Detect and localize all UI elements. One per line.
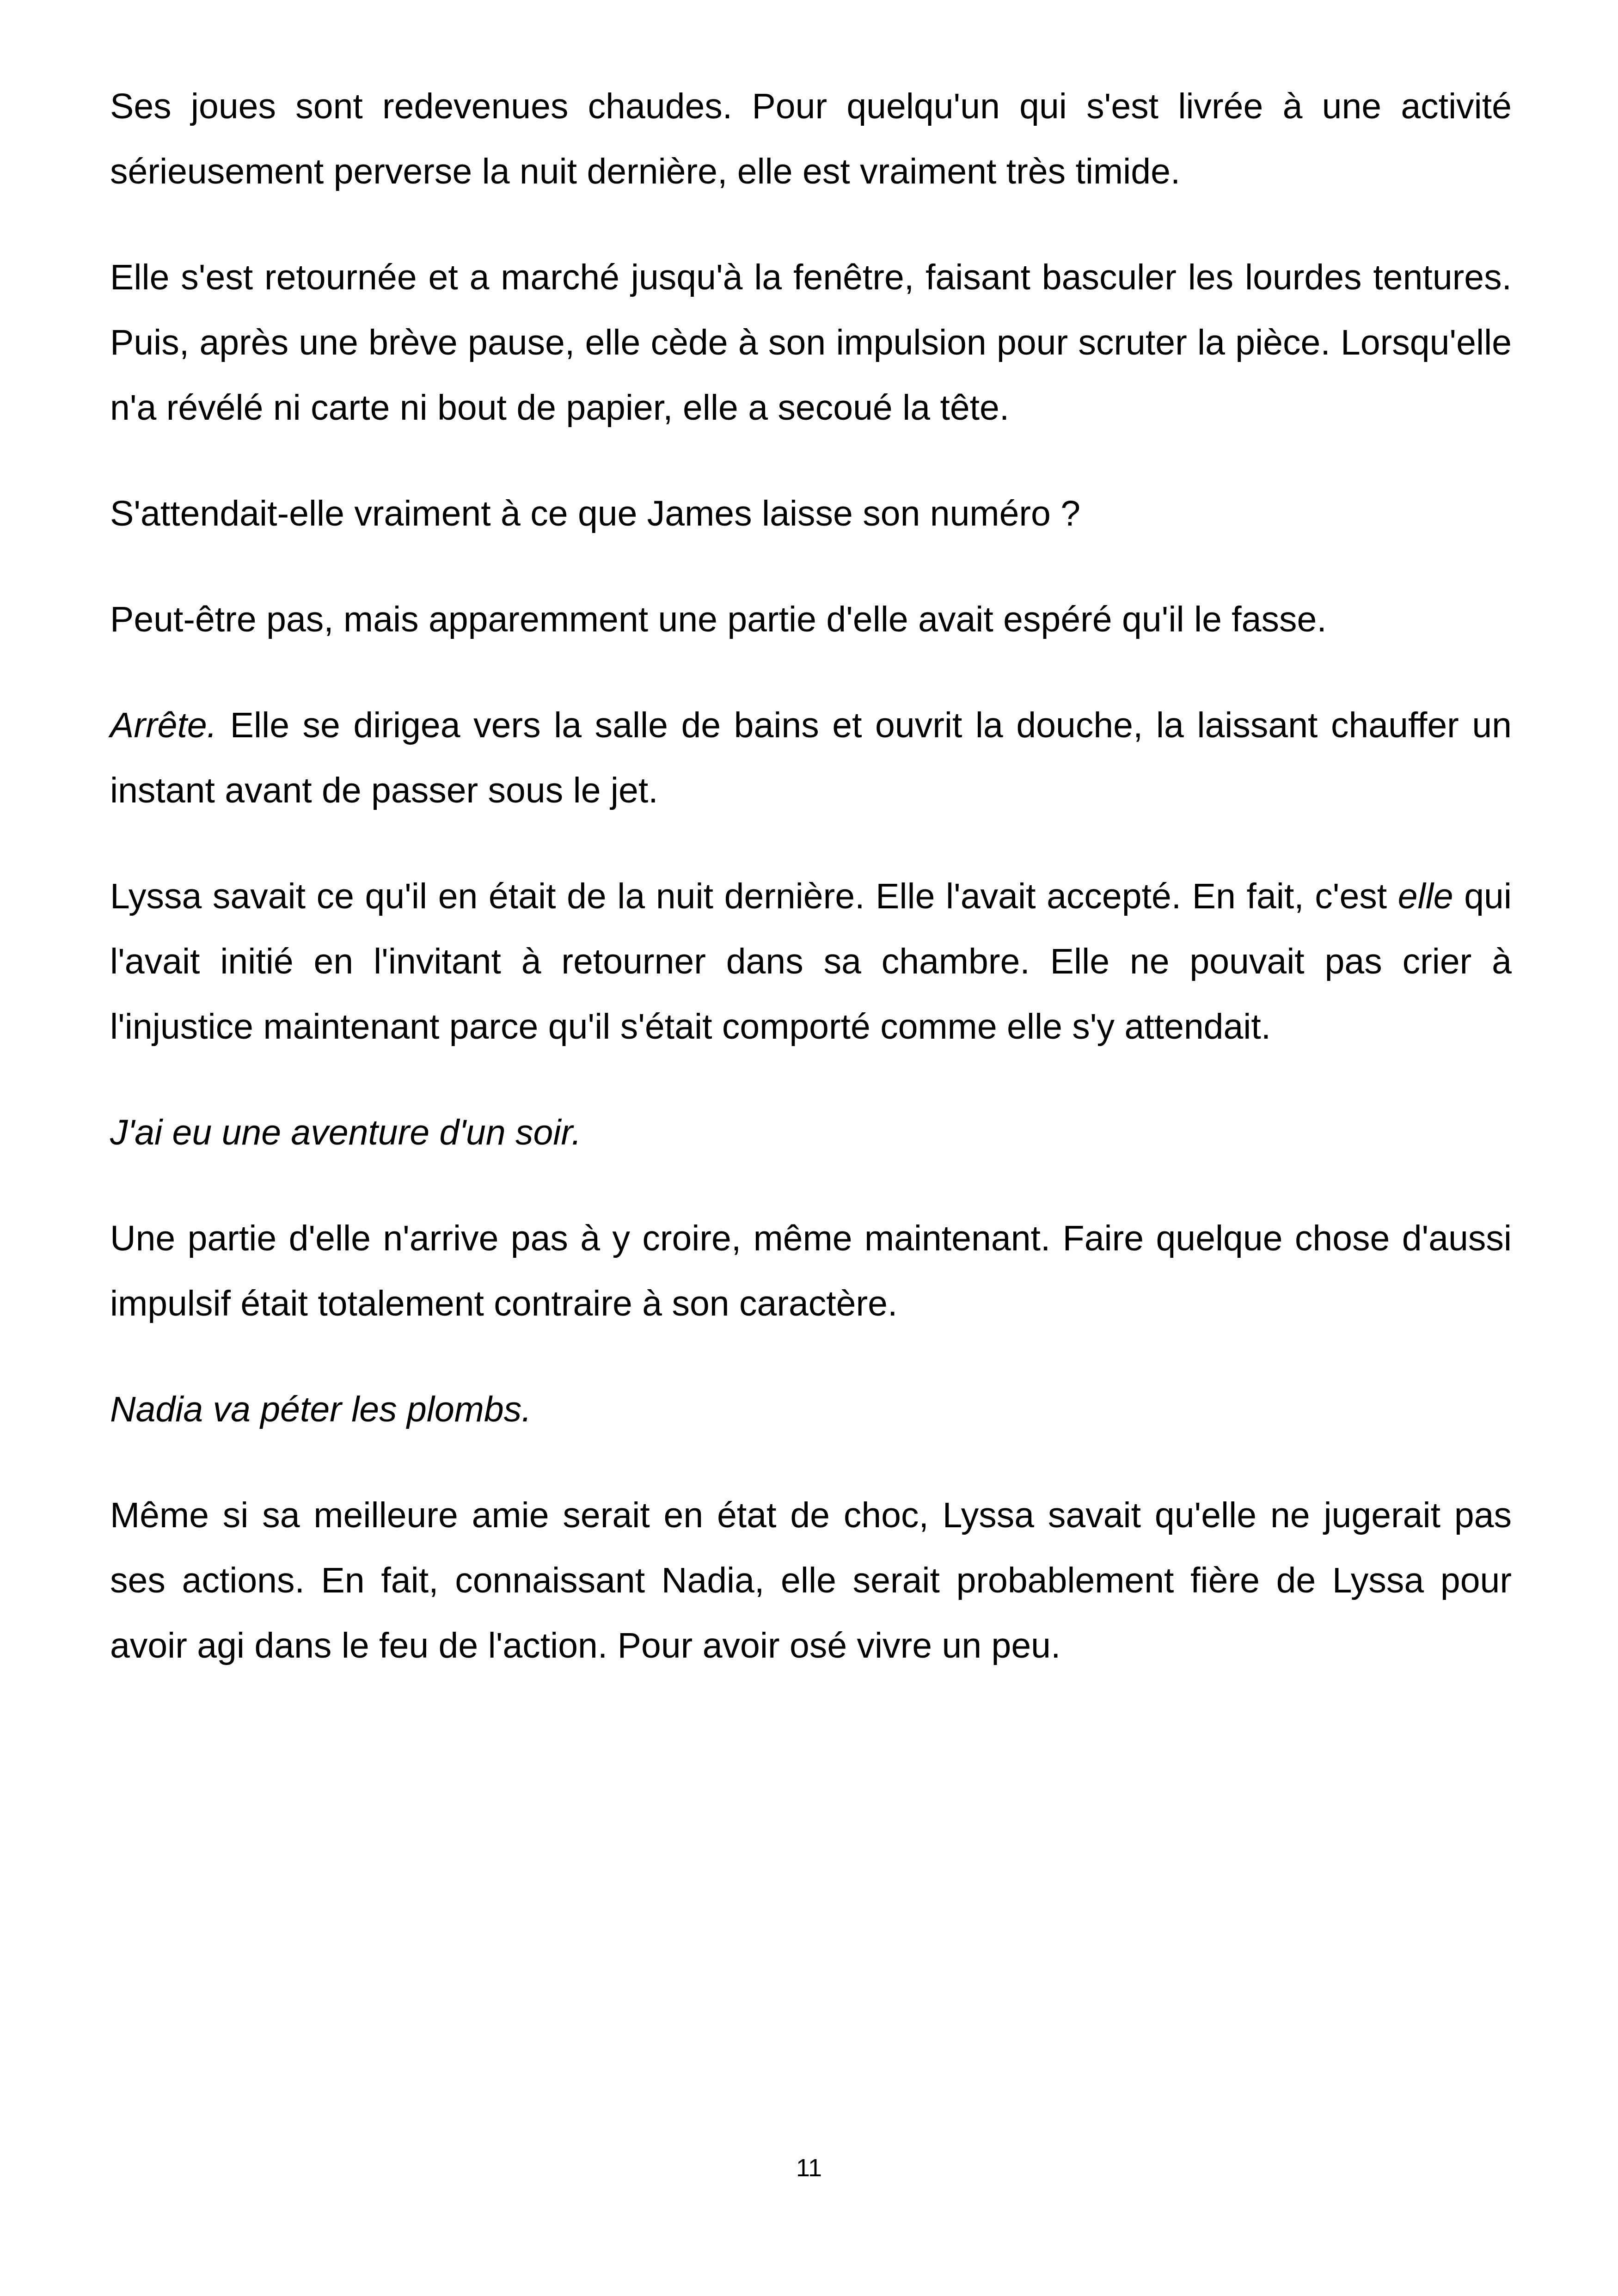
- paragraph-1: [110, 74, 1512, 204]
- text-segment: Elle s'est retournée et a marché jusqu'à la fenêtre, faisant basculer les lourdes tentures. Puis, après une brève pause, elle cède à son impulsion pour scruter la pièce. Lorsqu'elle n'a révélé ni carte ni bout de papier, elle a secoué la tête.: [110, 257, 1512, 428]
- text-segment: Lyssa savait ce qu'il en était de la nuit dernière. Elle l'avait accepté. En fait, c'est: [110, 876, 1398, 916]
- text-segment: Ses joues sont redevenues chaudes. Pour quelqu'un qui s'est livrée à une activité sérieusement perverse la nuit dernière, elle est vraiment très timide.: [110, 86, 1512, 191]
- text-segment: Même si sa meilleure amie serait en état de choc, Lyssa savait qu'elle ne jugerait pas ses actions. En fait, connaissant Nadia, elle serait probablement fière de Lyssa pour avoir agi dans le feu de l'action. Pour avoir osé vivre un peu.: [110, 1495, 1512, 1665]
- italic-segment: elle: [1397, 876, 1453, 916]
- text-segment: Elle se dirigea vers la salle de bains et ouvrit la douche, la laissant chauffer un instant avant de passer sous le jet.: [110, 705, 1512, 810]
- italic-segment: Arrête.: [110, 705, 217, 745]
- body-text: [110, 74, 1512, 1719]
- text-segment: Peut-être pas, mais apparemment une partie d'elle avait espéré qu'il le fasse.: [110, 600, 1327, 639]
- paragraph-4: [110, 587, 1512, 652]
- paragraph-3: [110, 481, 1512, 546]
- paragraph-9: [110, 1377, 1512, 1442]
- paragraph-10: [110, 1483, 1512, 1678]
- italic-segment: J'ai eu une aventure d'un soir.: [110, 1113, 582, 1152]
- paragraph-2: [110, 245, 1512, 441]
- paragraph-8: [110, 1206, 1512, 1336]
- paragraph-5: [110, 693, 1512, 823]
- paragraph-6: [110, 864, 1512, 1059]
- text-segment: qui l'avait initié en l'invitant à retourner dans sa chambre. Elle ne pouvait pas crier à l'injustice maintenant parce qu'il s'était comporté comme elle s'y attendait.: [110, 876, 1512, 1047]
- text-segment: Une partie d'elle n'arrive pas à y croire, même maintenant. Faire quelque chose d'aussi impulsif était totalement contraire à son caractère.: [110, 1218, 1512, 1323]
- paragraph-7: [110, 1100, 1512, 1165]
- text-segment: S'attendait-elle vraiment à ce que James laisse son numéro ?: [110, 494, 1081, 533]
- page-number: 11: [796, 2154, 822, 2182]
- italic-segment: Nadia va péter les plombs.: [110, 1390, 532, 1429]
